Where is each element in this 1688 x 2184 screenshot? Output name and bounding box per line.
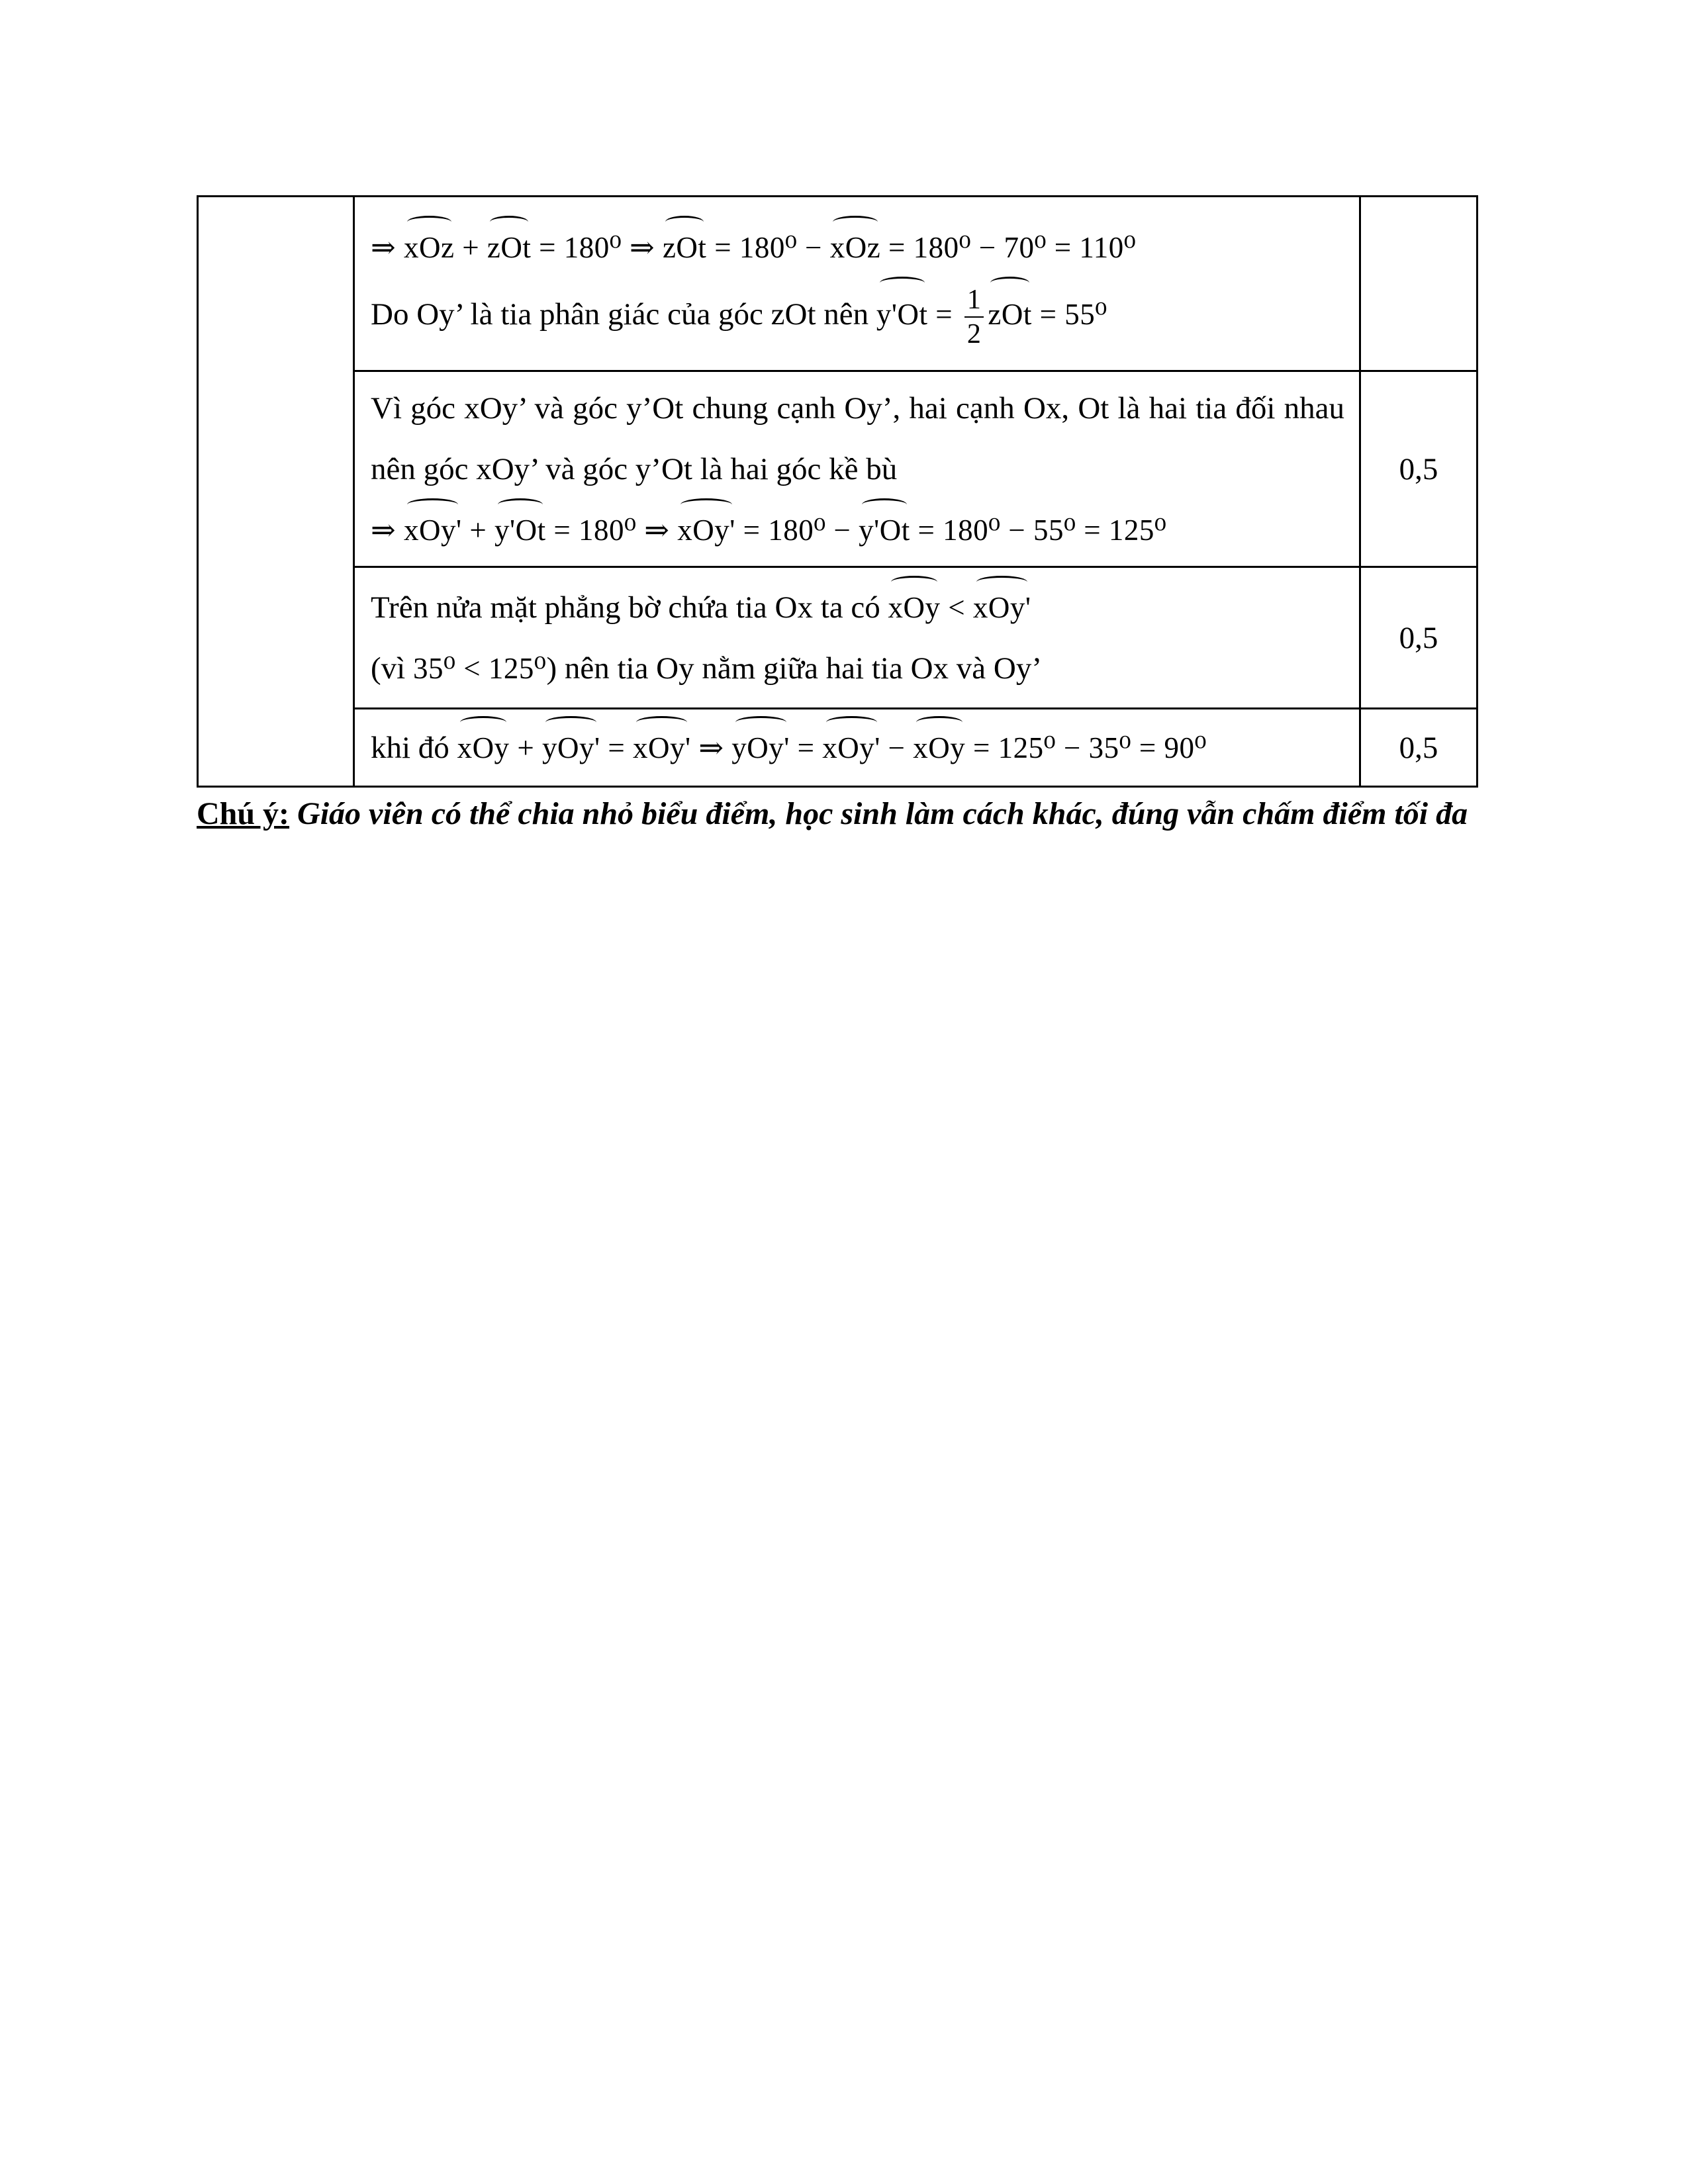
fraction-denominator: 2 <box>966 319 982 350</box>
math-text: = <box>600 731 633 764</box>
statement-line <box>371 577 1344 638</box>
angle-symbol: xOz <box>830 217 880 278</box>
equation-line <box>371 500 1344 561</box>
score-cell: 0,5 <box>1360 709 1477 787</box>
angle-symbol: y'Ot <box>876 278 928 351</box>
angle-symbol: xOz <box>404 217 454 278</box>
statement-text: khi đó <box>371 730 457 765</box>
angle-symbol: y'Ot <box>859 500 910 561</box>
statement-line <box>371 638 1344 699</box>
angle-symbol: xOy' <box>633 717 691 778</box>
table-row <box>198 371 1477 567</box>
math-text: ⇒ <box>690 731 732 764</box>
angle-symbol: y'Ot <box>494 500 546 561</box>
statement-text: ) nên tia Oy nằm giữa hai tia Ox và Oy’ <box>546 651 1042 686</box>
angle-symbol: yOy' <box>731 717 790 778</box>
angle-symbol: xOy <box>913 717 965 778</box>
note-text: Giáo viên có thể chia nhỏ biểu điểm, học sinh làm cách khác, đúng vẫn chấm điểm tối đa <box>289 796 1468 831</box>
angle-symbol: zOt <box>487 217 531 278</box>
solution-cell <box>354 197 1360 371</box>
angle-symbol: zOt <box>988 278 1031 351</box>
math-text: = 180⁰ − <box>735 513 859 547</box>
math-text: = 180⁰ − 55⁰ = 125⁰ <box>910 513 1167 547</box>
math-text: 35⁰ < 125⁰ <box>412 651 547 685</box>
math-text: ⇒ <box>371 513 404 547</box>
statement-text: (vì <box>371 651 413 686</box>
angle-symbol: yOy' <box>542 717 600 778</box>
note-label: Chú ý: <box>197 796 290 831</box>
score-cell: 0,5 <box>1360 567 1477 709</box>
angle-symbol: xOy' <box>404 500 462 561</box>
grading-table <box>197 195 1478 788</box>
question-number-cell <box>198 197 354 787</box>
angle-symbol: xOy' <box>973 577 1031 638</box>
math-text: = <box>789 731 823 764</box>
angle-symbol: xOy' <box>677 500 735 561</box>
statement-text: Do Oy’ là tia phân giác của góc zOt nên <box>371 296 876 332</box>
statement-paragraph: Vì góc xOy’ và góc y’Ot chung cạnh Oy’, hai cạnh Ox, Ot là hai tia đối nhau nên góc xOy’ và góc y’Ot là hai góc kề bù <box>371 390 1344 486</box>
math-text: + <box>454 230 487 264</box>
solution-cell <box>354 371 1360 567</box>
score-cell <box>1360 197 1477 371</box>
equation-line <box>371 717 1344 778</box>
math-text: = 180⁰ − <box>706 230 830 264</box>
table-row <box>198 709 1477 787</box>
math-text: + <box>461 513 494 547</box>
angle-symbol: xOy <box>888 577 941 638</box>
fraction-numerator: 1 <box>964 286 984 318</box>
math-text: = 180⁰ ⇒ <box>545 513 678 547</box>
grading-note <box>197 786 1481 842</box>
math-text: = 125⁰ − 35⁰ = 90⁰ <box>965 731 1207 764</box>
math-text: < <box>940 590 973 624</box>
score-cell: 0,5 <box>1360 371 1477 567</box>
fraction <box>964 286 984 348</box>
equation-line <box>371 217 1344 278</box>
angle-symbol: zOt <box>663 217 706 278</box>
bisector-line <box>371 278 1344 351</box>
math-text: + <box>509 731 542 764</box>
math-text: − <box>880 731 914 764</box>
math-text: = <box>927 297 961 331</box>
solution-cell <box>354 709 1360 787</box>
math-text: ⇒ <box>371 230 404 264</box>
angle-symbol: xOy <box>457 717 510 778</box>
math-text: = 55⁰ <box>1031 297 1107 331</box>
table-row <box>198 567 1477 709</box>
table-row <box>198 197 1477 371</box>
solution-cell <box>354 567 1360 709</box>
statement-text: Trên nửa mặt phẳng bờ chứa tia Ox ta có <box>371 590 888 625</box>
math-text: = 180⁰ − 70⁰ = 110⁰ <box>880 230 1137 264</box>
angle-symbol: xOy' <box>822 717 880 778</box>
math-text: = 180⁰ ⇒ <box>531 230 663 264</box>
